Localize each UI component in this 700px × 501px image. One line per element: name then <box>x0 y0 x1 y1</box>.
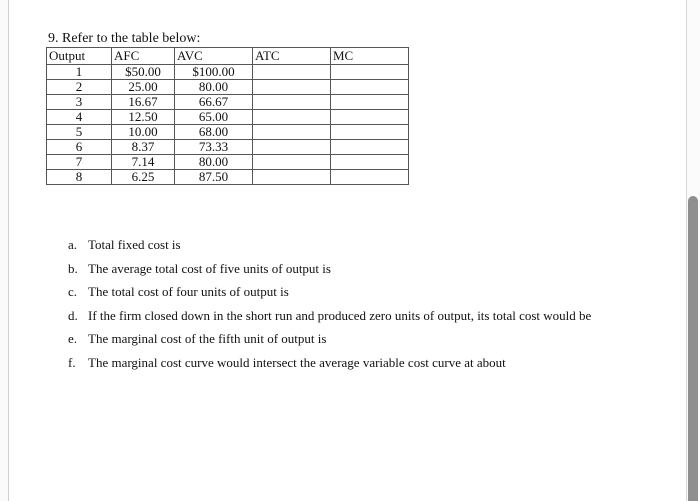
cell-avc: 87.50 <box>175 170 253 185</box>
left-page-edge <box>0 0 9 501</box>
subquestion-letter: d. <box>68 307 78 323</box>
table-row <box>47 125 409 140</box>
cell-atc <box>253 65 331 80</box>
cell-avc: $100.00 <box>175 65 253 80</box>
subquestion-letter: e. <box>68 331 78 346</box>
cell-afc: 16.67 <box>112 95 175 110</box>
cell-afc: 7.14 <box>112 155 175 170</box>
cell-mc <box>331 110 409 125</box>
cell-atc <box>253 140 331 155</box>
subquestion-text: The average total cost of five units of output is <box>88 260 331 276</box>
list-item <box>68 280 591 304</box>
header-atc: ATC <box>253 48 331 65</box>
table-row <box>47 65 409 80</box>
cell-output: 4 <box>47 110 112 125</box>
list-item <box>68 233 591 257</box>
cell-mc <box>331 140 409 155</box>
cell-afc: 6.25 <box>112 170 175 185</box>
subquestion-letter: b. <box>68 260 78 276</box>
header-afc: AFC <box>112 48 175 65</box>
cell-output: 1 <box>47 65 112 80</box>
cell-afc: $50.00 <box>112 65 175 80</box>
list-item <box>68 304 591 328</box>
scrollbar-thumb[interactable] <box>688 196 698 501</box>
cell-mc <box>331 65 409 80</box>
cell-output: 2 <box>47 80 112 95</box>
cell-mc <box>331 80 409 95</box>
subquestion-letter: f. <box>68 354 76 370</box>
cell-output: 3 <box>47 95 112 110</box>
header-output: Output <box>47 48 112 65</box>
cell-afc: 8.37 <box>112 140 175 155</box>
cell-output: 5 <box>47 125 112 140</box>
table-row <box>47 110 409 125</box>
table-row <box>47 80 409 95</box>
subquestion-text: Total fixed cost is <box>88 237 181 252</box>
list-item <box>68 327 591 351</box>
list-item <box>68 351 591 375</box>
cell-atc <box>253 170 331 185</box>
subquestion-letter: a. <box>68 237 78 252</box>
cell-atc <box>253 80 331 95</box>
cell-atc <box>253 125 331 140</box>
cell-afc: 25.00 <box>112 80 175 95</box>
question-title: 9. Refer to the table below: <box>48 31 201 46</box>
subquestion-text: The marginal cost curve would intersect the average variable cost curve at about <box>88 354 506 370</box>
cell-mc <box>331 95 409 110</box>
cell-atc <box>253 110 331 125</box>
header-avc: AVC <box>175 48 253 65</box>
cell-avc: 73.33 <box>175 140 253 155</box>
subquestion-text: If the firm closed down in the short run and produced zero units of output, its total cost would be <box>88 307 592 323</box>
cell-avc: 65.00 <box>175 110 253 125</box>
subquestion-text: The total cost of four units of output is <box>88 284 289 299</box>
subquestion-text: The marginal cost of the fifth unit of output is <box>88 331 327 346</box>
subquestion-letter: c. <box>68 284 78 299</box>
cell-atc <box>253 155 331 170</box>
cell-mc <box>331 125 409 140</box>
cell-avc: 68.00 <box>175 125 253 140</box>
table-row <box>47 140 409 155</box>
cell-mc <box>331 155 409 170</box>
table-row <box>47 155 409 170</box>
cell-avc: 80.00 <box>175 155 253 170</box>
subquestion-list <box>68 233 591 374</box>
cell-mc <box>331 170 409 185</box>
cell-output: 6 <box>47 140 112 155</box>
cell-atc <box>253 95 331 110</box>
table-row <box>47 95 409 110</box>
cell-avc: 80.00 <box>175 80 253 95</box>
table-row <box>47 170 409 185</box>
cell-output: 7 <box>47 155 112 170</box>
cell-afc: 10.00 <box>112 125 175 140</box>
table-header-row <box>47 48 409 65</box>
header-mc: MC <box>331 48 409 65</box>
cell-avc: 66.67 <box>175 95 253 110</box>
list-item <box>68 257 591 281</box>
cell-afc: 12.50 <box>112 110 175 125</box>
cell-output: 8 <box>47 170 112 185</box>
cost-table <box>46 47 409 185</box>
